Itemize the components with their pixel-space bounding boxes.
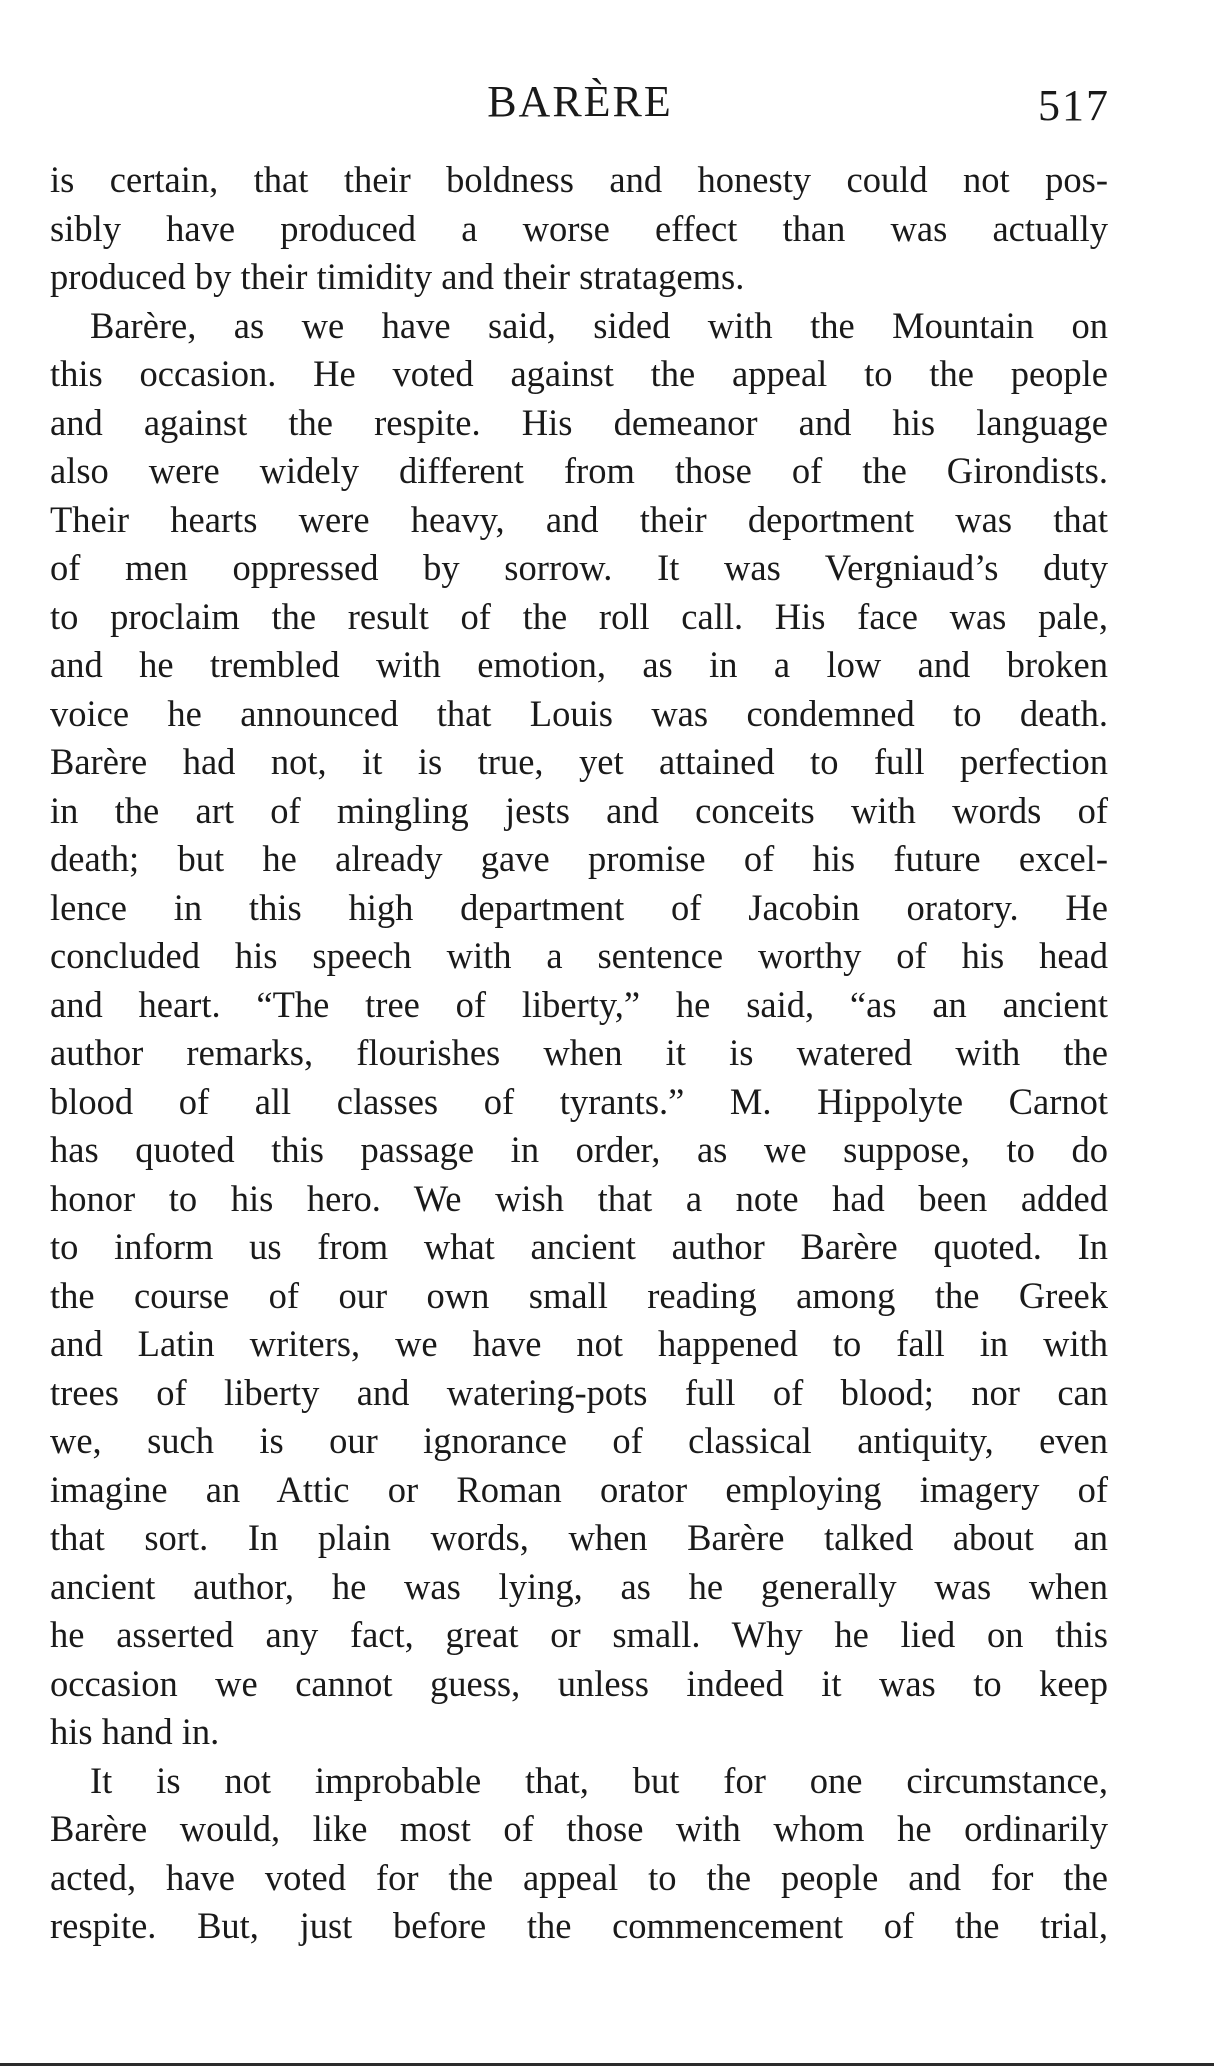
body-text xyxy=(50,156,1108,1951)
text-line: and against the respite. His demeanor and his language xyxy=(50,401,1108,443)
text-line: honor to his hero. We wish that a note had been added xyxy=(50,1177,1108,1219)
text-line: we, such is our ignorance of classical antiquity, even xyxy=(50,1420,1108,1461)
text-line: author remarks, flourishes when it is watered with the xyxy=(50,1032,1108,1073)
text-line: has quoted this passage in order, as we suppose, to do xyxy=(50,1129,1108,1170)
text-line: of men oppressed by sorrow. It was Vergniaud’s duty xyxy=(50,547,1108,588)
text-line: respite. But, just before the commencement of the trial, xyxy=(50,1905,1108,1946)
text-line: he asserted any fact, great or small. Why he lied on this xyxy=(50,1614,1108,1655)
text-line: imagine an Attic or Roman orator employing imagery of xyxy=(50,1468,1108,1510)
text-line: and Latin writers, we have not happened to fall in with xyxy=(50,1323,1108,1364)
text-line: Barère, as we have said, sided with the Mountain on xyxy=(90,304,1108,346)
text-line: and he trembled with emotion, as in a low and broken xyxy=(50,644,1108,685)
text-line: in the art of mingling jests and conceits with words of xyxy=(50,789,1108,831)
text-line: occasion we cannot guess, unless indeed it was to keep xyxy=(50,1662,1108,1704)
text-line: to proclaim the result of the roll call. His face was pale, xyxy=(50,595,1108,637)
text-line: It is not improbable that, but for one circumstance, xyxy=(90,1759,1108,1801)
text-line: and heart. “The tree of liberty,” he said, “as an ancient xyxy=(50,983,1108,1025)
text-line: acted, have voted for the appeal to the people and for the xyxy=(50,1856,1108,1898)
text-line: is certain, that their boldness and honesty could not pos- xyxy=(50,159,1108,200)
text-line: Barère had not, it is true, yet attained to full perfection xyxy=(50,741,1108,782)
text-line: voice he announced that Louis was condemned to death. xyxy=(50,692,1108,734)
text-line: blood of all classes of tyrants.” M. Hippolyte Carnot xyxy=(50,1080,1108,1122)
text-line: also were widely different from those of the Girondists. xyxy=(50,450,1108,491)
text-line: sibly have produced a worse effect than was actually xyxy=(50,207,1108,249)
text-line: his hand in. xyxy=(50,1711,220,1752)
page-title: BARÈRE xyxy=(487,77,673,126)
text-line: death; but he already gave promise of his future excel- xyxy=(50,838,1108,879)
text-line: trees of liberty and watering-pots full of blood; nor can xyxy=(50,1371,1108,1413)
text-line: the course of our own small reading among the Greek xyxy=(50,1274,1108,1316)
text-line: ancient author, he was lying, as he generally was when xyxy=(50,1565,1108,1607)
running-head xyxy=(50,72,1110,132)
bottom-rule xyxy=(0,2063,1214,2066)
text-line: concluded his speech with a sentence worthy of his head xyxy=(50,935,1108,976)
page-number: 517 xyxy=(1038,81,1110,130)
text-line: produced by their timidity and their stratagems. xyxy=(50,256,745,297)
text-line: that sort. In plain words, when Barère talked about an xyxy=(50,1517,1108,1558)
text-line: to inform us from what ancient author Barère quoted. In xyxy=(50,1226,1108,1267)
text-line: this occasion. He voted against the appeal to the people xyxy=(50,353,1108,394)
text-line: Barère would, like most of those with whom he ordinarily xyxy=(50,1808,1108,1849)
text-line: Their hearts were heavy, and their deportment was that xyxy=(50,498,1108,540)
text-line: lence in this high department of Jacobin oratory. He xyxy=(50,886,1108,928)
